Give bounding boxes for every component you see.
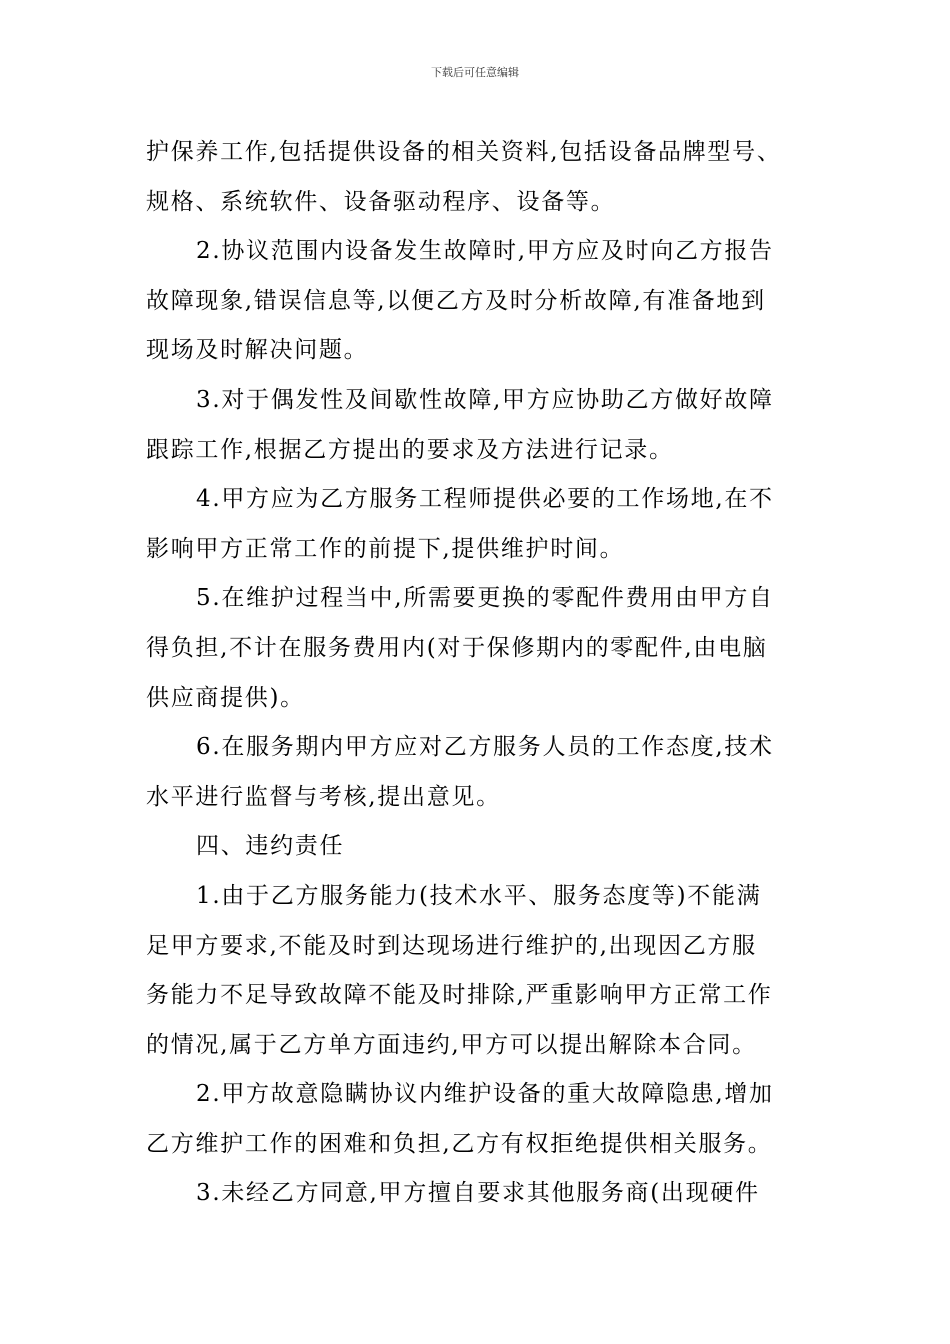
- text-line: 影响甲方正常工作的前提下,提供维护时间。: [146, 535, 625, 562]
- text-line: 的情况,属于乙方单方面违约,甲方可以提出解除本合同。: [146, 1031, 757, 1058]
- text-line: 6.在服务期内甲方应对乙方服务人员的工作态度,技术: [196, 734, 774, 761]
- text-line: 规格、系统软件、设备驱动程序、设备等。: [146, 188, 616, 215]
- document-body: [146, 128, 836, 1219]
- text-line: 务能力不足导致故障不能及时排除,严重影响甲方正常工作: [146, 982, 773, 1009]
- text-line: 水平进行监督与考核,提出意见。: [146, 783, 501, 810]
- text-line: 跟踪工作,根据乙方提出的要求及方法进行记录。: [146, 436, 674, 463]
- section-heading: 四、违约责任: [196, 833, 345, 860]
- text-line: 现场及时解决问题。: [146, 337, 369, 364]
- text-line: 5.在维护过程当中,所需要更换的零配件费用由甲方自: [196, 585, 774, 612]
- text-line: 得负担,不计在服务费用内(对于保修期内的零配件,由电脑: [146, 634, 768, 661]
- text-line: 2.协议范围内设备发生故障时,甲方应及时向乙方报告: [196, 238, 774, 265]
- text-line: 1.由于乙方服务能力(技术水平、服务态度等)不能满: [196, 882, 762, 909]
- text-line: 3.未经乙方同意,甲方擅自要求其他服务商(出现硬件: [196, 1180, 760, 1207]
- text-line: 4.甲方应为乙方服务工程师提供必要的工作场地,在不: [196, 486, 774, 513]
- text-line: 3.对于偶发性及间歇性故障,甲方应协助乙方做好故障: [196, 386, 774, 413]
- text-line: 护保养工作,包括提供设备的相关资料,包括设备品牌型号、: [146, 139, 782, 165]
- page-header: 下载后可任意编辑: [431, 66, 519, 79]
- text-line: 故障现象,错误信息等,以便乙方及时分析故障,有准备地到: [146, 287, 766, 314]
- text-line: 足甲方要求,不能及时到达现场进行维护的,出现因乙方服: [146, 932, 757, 959]
- text-line: 供应商提供)。: [146, 684, 305, 711]
- text-line: 2.甲方故意隐瞒协议内维护设备的重大故障隐患,增加: [196, 1081, 774, 1108]
- text-line: 乙方维护工作的困难和负担,乙方有权拒绝提供相关服务。: [146, 1130, 773, 1157]
